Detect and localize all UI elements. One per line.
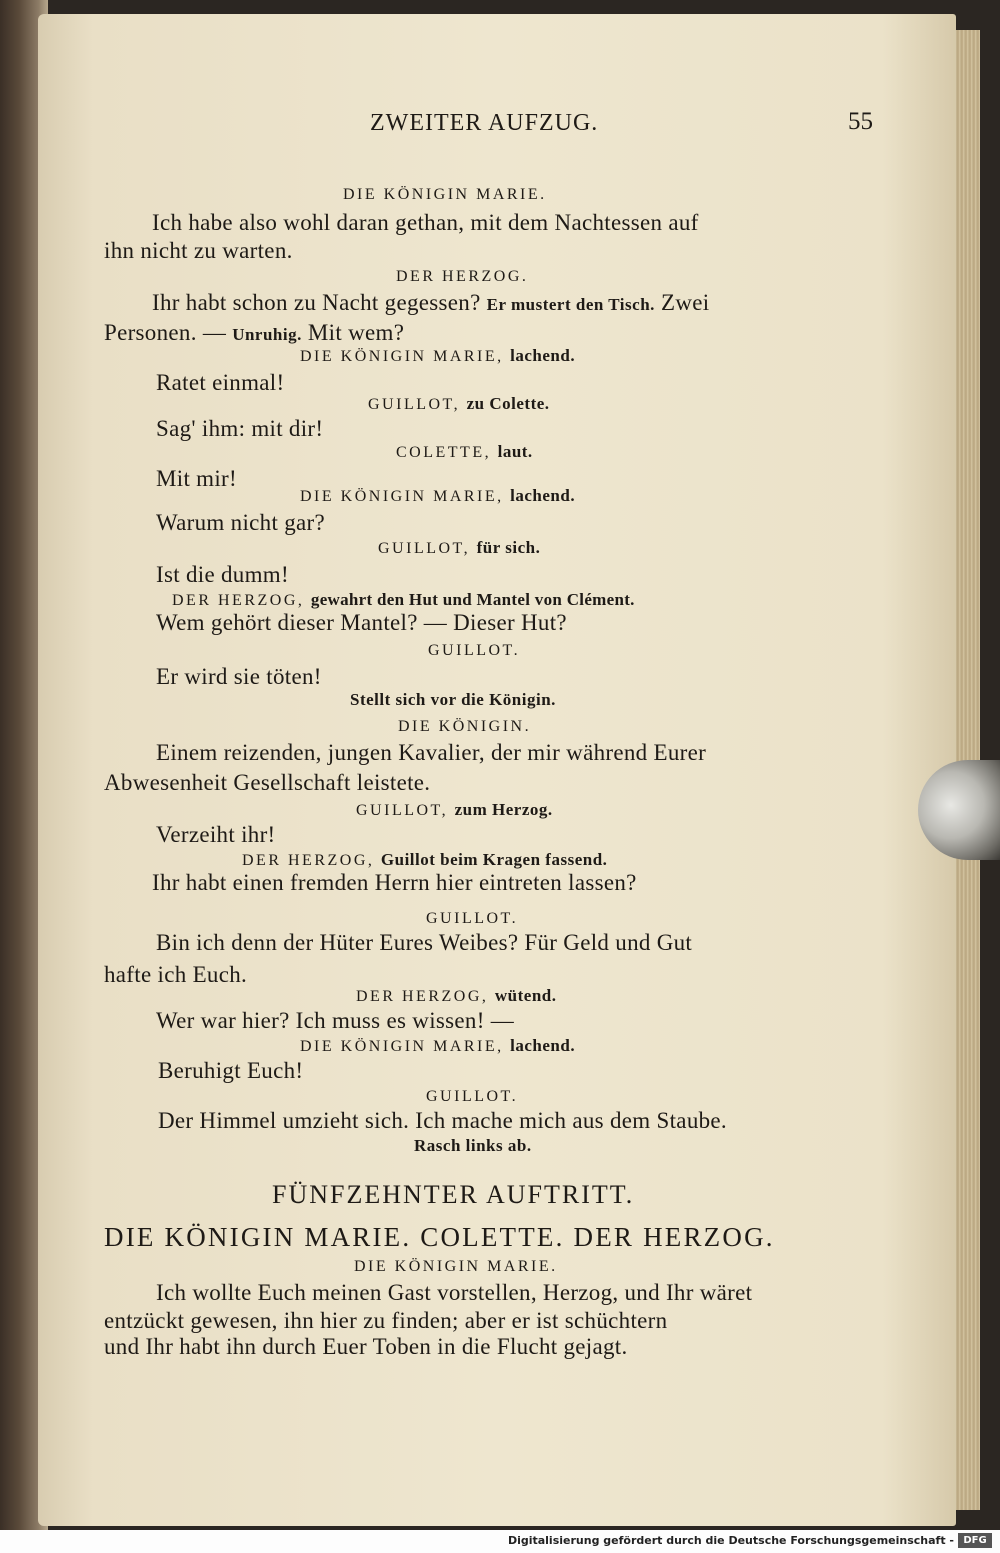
stage-direction: gewahrt den Hut und Mantel von Clément. xyxy=(310,590,635,609)
speaker-heading xyxy=(300,1036,575,1056)
dialogue-line: Er wird sie töten! xyxy=(156,664,322,689)
dialogue-line: Ihr habt einen fremden Herrn hier eintreten lassen? xyxy=(152,870,637,895)
dialogue-line xyxy=(152,290,709,316)
dialogue-line: Einem reizenden, jungen Kavalier, der mir während Eurer xyxy=(156,740,707,765)
speaker-heading xyxy=(300,346,575,366)
running-header: ZWEITER AUFZUG. xyxy=(370,110,599,136)
stage-direction: für sich. xyxy=(476,538,541,557)
speaker-heading: DIE KÖNIGIN. xyxy=(398,718,532,735)
speaker-heading xyxy=(242,850,607,870)
dialogue-line: Ist die dumm! xyxy=(156,562,289,587)
speaker-heading: DIE KÖNIGIN MARIE. xyxy=(354,1258,558,1275)
stage-direction: Stellt sich vor die Königin. xyxy=(350,690,556,709)
dialogue-line: Verzeiht ihr! xyxy=(156,822,276,847)
dialogue-line: ihn nicht zu warten. xyxy=(104,238,293,263)
speaker-name: GUILLOT, xyxy=(378,540,471,557)
speaker-heading: DIE KÖNIGIN MARIE. xyxy=(343,186,547,203)
speaker-name: DER HERZOG, xyxy=(356,988,489,1005)
stage-direction: zum Herzog. xyxy=(454,800,553,819)
speaker-heading: GUILLOT. xyxy=(426,910,519,927)
dialogue-line: entzückt gewesen, ihn hier zu finden; aber er ist schüchtern xyxy=(104,1308,668,1333)
funding-notice: Digitalisierung gefördert durch die Deutsche Forschungsgemeinschaft - xyxy=(507,1534,954,1547)
speaker-name: GUILLOT, xyxy=(356,802,449,819)
speaker-name: DER HERZOG, xyxy=(242,852,375,869)
dialogue-line: und Ihr habt ihn durch Euer Toben in die Flucht gejagt. xyxy=(104,1334,628,1359)
speaker-name: DER HERZOG, xyxy=(172,592,305,609)
dialogue-text: Zwei xyxy=(660,290,710,315)
dialogue-line: Sag' ihm: mit dir! xyxy=(156,416,324,441)
speaker-heading: GUILLOT. xyxy=(428,642,521,659)
dialogue-line: Der Himmel umzieht sich. Ich mache mich aus dem Staube. xyxy=(158,1108,727,1133)
footer-bar xyxy=(0,1530,1000,1553)
page-number: 55 xyxy=(848,108,873,135)
stage-direction: Er mustert den Tisch. xyxy=(486,295,655,314)
dialogue-line: Wer war hier? Ich muss es wissen! — xyxy=(156,1008,515,1033)
stage-direction: lachend. xyxy=(510,346,576,365)
dialogue-text: Personen. — xyxy=(104,320,227,345)
dialogue-line: Mit mir! xyxy=(156,466,237,491)
speaker-heading xyxy=(356,800,553,820)
speaker-heading xyxy=(368,394,550,414)
speaker-name: DIE KÖNIGIN MARIE, xyxy=(300,1038,504,1055)
dialogue-line: hafte ich Euch. xyxy=(104,962,248,987)
speaker-name: DIE KÖNIGIN MARIE, xyxy=(300,348,504,365)
dfg-logo: DFG xyxy=(958,1533,992,1548)
dialogue-text: Mit wem? xyxy=(307,320,405,345)
speaker-heading xyxy=(172,590,635,610)
speaker-heading: DER HERZOG. xyxy=(396,268,529,285)
stage-direction: Rasch links ab. xyxy=(414,1136,532,1155)
dialogue-line: Ich wollte Euch meinen Gast vorstellen, Herzog, und Ihr wäret xyxy=(156,1280,753,1305)
stage-direction: zu Colette. xyxy=(466,394,550,413)
scene-cast: DIE KÖNIGIN MARIE. COLETTE. DER HERZOG. xyxy=(104,1222,775,1252)
speaker-heading xyxy=(378,538,540,558)
dialogue-line: Ratet einmal! xyxy=(156,370,285,395)
stage-direction: Unruhig. xyxy=(232,325,302,344)
speaker-name: GUILLOT, xyxy=(368,396,461,413)
stage-direction: Guillot beim Kragen fassend. xyxy=(380,850,608,869)
speaker-heading xyxy=(300,486,575,506)
dialogue-line: Warum nicht gar? xyxy=(156,510,325,535)
stage-direction: lachend. xyxy=(510,1036,576,1055)
speaker-name: COLETTE, xyxy=(396,444,492,461)
stage-direction: wütend. xyxy=(494,986,557,1005)
dialogue-line: Abwesenheit Gesellschaft leistete. xyxy=(104,770,431,795)
stage-direction: lachend. xyxy=(510,486,576,505)
dialogue-text: Ihr habt schon zu Nacht gegessen? xyxy=(152,290,481,315)
dialogue-line: Bin ich denn der Hüter Eures Weibes? Für Geld und Gut xyxy=(156,930,693,955)
scene-heading: FÜNFZEHNTER AUFTRITT. xyxy=(272,1180,635,1209)
speaker-heading: GUILLOT. xyxy=(426,1088,519,1105)
speaker-name: DIE KÖNIGIN MARIE, xyxy=(300,488,504,505)
stage-direction: laut. xyxy=(497,442,533,461)
dialogue-line: Beruhigt Euch! xyxy=(158,1058,304,1083)
speaker-heading xyxy=(356,986,557,1006)
dialogue-line xyxy=(104,320,404,346)
speaker-heading xyxy=(396,442,533,462)
dialogue-line: Ich habe also wohl daran gethan, mit dem Nachtessen auf xyxy=(152,210,699,235)
dialogue-line: Wem gehört dieser Mantel? — Dieser Hut? xyxy=(156,610,567,635)
